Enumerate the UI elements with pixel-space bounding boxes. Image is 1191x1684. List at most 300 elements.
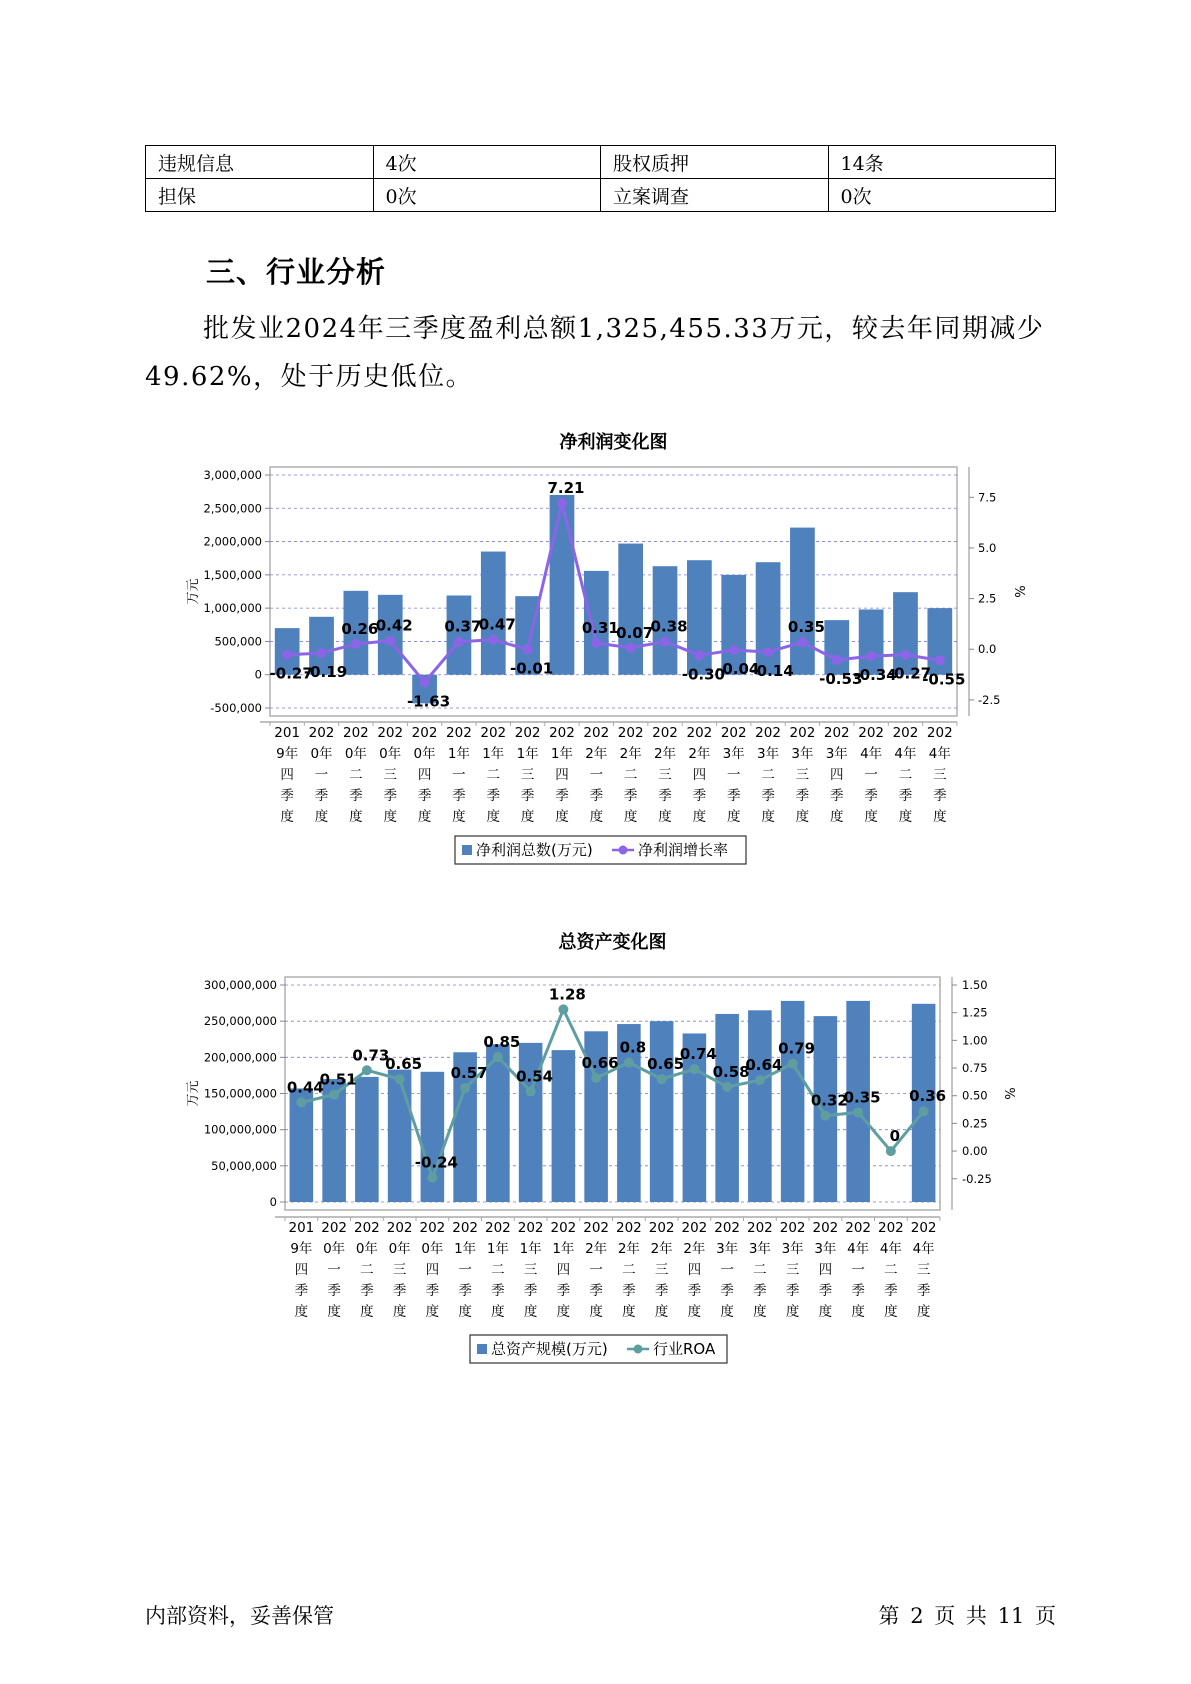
x-tick-label: 4年 [912,1241,935,1257]
line-point [557,498,567,508]
x-tick-label: 二 [486,767,501,783]
x-tick-label: 度 [687,1304,702,1320]
x-tick-label: 季 [623,788,638,804]
x-tick-label: 一 [726,767,741,783]
x-tick-label: 度 [294,1304,309,1320]
bar [550,495,575,675]
x-tick-label: 度 [864,809,878,825]
data-label: -0.24 [414,1153,458,1172]
x-tick-label: 四 [692,767,707,783]
data-label: 0.31 [581,618,619,637]
data-label: 0.38 [650,617,688,636]
x-tick-label: 二 [360,1262,374,1278]
x-tick-label: 季 [392,1283,407,1299]
x-tick-label: 度 [417,809,432,825]
data-label: -0.19 [303,663,348,682]
x-tick-label: 0年 [413,746,436,762]
x-tick-label: 度 [761,809,775,825]
data-label: -0.04 [716,660,760,679]
data-label: -1.63 [406,692,451,711]
bar [715,1014,739,1202]
x-tick-label: 1年 [447,746,470,762]
x-tick-label: 202 [617,725,644,741]
x-tick-label: 度 [392,1304,407,1320]
x-tick-label: 3年 [814,1241,837,1257]
y-tick-label: -500,000 [210,701,262,715]
x-tick-label: 3年 [781,1241,804,1257]
data-label: 7.21 [547,479,585,498]
table-cell-value: 14条 [828,146,1056,179]
x-tick-label: 度 [314,809,329,825]
legend-label-line: 净利润增长率 [638,841,729,859]
x-tick-label: 季 [491,1283,505,1299]
x-tick-label: 季 [452,788,466,804]
line-point [886,1146,896,1156]
x-tick-label: 季 [458,1283,472,1299]
x-tick-label: 202 [789,725,816,741]
x-tick-label: 4年 [894,746,917,762]
x-tick-label: 9年 [290,1241,313,1257]
data-label: -0.55 [922,670,966,689]
y2-tick-label: 0.50 [962,1088,988,1103]
line-point [526,1086,536,1096]
line-point [317,648,327,658]
y2-tick-label: 7.5 [978,490,997,505]
x-tick-label: 一 [458,1262,472,1278]
x-tick-label: 202 [446,725,472,741]
x-tick-label: 一 [452,767,466,783]
data-label: -0.27 [887,664,932,683]
line-point [820,1111,830,1121]
data-label: -0.53 [819,669,863,688]
x-tick-label: 季 [556,1283,571,1299]
x-tick-label: 四 [555,767,569,783]
y2-tick-label: 1.50 [962,978,988,992]
x-tick-label: 季 [425,1283,440,1299]
line-point [493,1052,503,1062]
x-tick-label: 202 [321,1220,348,1236]
data-label: -0.27 [269,664,313,683]
x-tick-label: 202 [812,1220,839,1236]
x-tick-label: 度 [360,1304,374,1320]
line-point [722,1082,732,1092]
bar [781,1001,805,1202]
legend-label-line: 行业ROA [653,1340,716,1358]
x-tick-label: 0年 [421,1241,444,1257]
data-label: 0.8 [619,1038,647,1057]
table-cell-label: 立案调查 [601,179,829,212]
x-tick-label: 度 [818,1304,833,1320]
x-tick-label: 二 [884,1262,898,1278]
bar [790,528,815,675]
x-tick-label: 202 [550,1220,577,1236]
x-tick-label: 度 [898,809,913,825]
x-tick-label: 202 [514,725,541,741]
x-tick-label: 1年 [519,1241,542,1257]
x-tick-label: 202 [858,725,885,741]
y-tick-label: 0 [254,667,262,682]
x-tick-label: 季 [864,788,878,804]
line-point [591,638,601,648]
line-point [626,643,636,653]
x-tick-label: 202 [892,725,919,741]
x-tick-label: 一 [864,767,878,783]
table-cell-value: 0次 [828,179,1056,212]
x-tick-label: 三 [933,767,947,783]
line-point [454,637,464,647]
data-label: 0.58 [712,1062,750,1081]
x-tick-label: 季 [360,1283,374,1299]
y2-tick-label: 1.00 [962,1033,988,1048]
bar [893,592,918,675]
x-tick-label: 季 [916,1283,931,1299]
x-tick-label: 一 [314,767,329,783]
x-tick-label: 202 [845,1220,872,1236]
x-tick-label: 202 [377,725,404,741]
x-tick-label: 二 [622,1262,636,1278]
y2-tick-label: 0.00 [962,1144,988,1159]
x-tick-label: 季 [658,788,672,804]
data-label: 0.47 [478,615,516,634]
line-point [797,637,807,647]
x-tick-label: 度 [556,1304,571,1320]
x-tick-label: 三 [392,1262,407,1278]
x-tick-label: 三 [523,1262,538,1278]
bar [486,1044,510,1202]
x-tick-label: 季 [555,788,569,804]
data-label: 0.66 [581,1054,619,1072]
data-label: -0.34 [853,666,897,685]
x-tick-label: 202 [910,1220,937,1236]
x-tick-label: 季 [520,788,535,804]
x-tick-label: 度 [654,1304,669,1320]
data-label: 0.26 [341,619,379,638]
line-point [729,645,739,655]
x-tick-label: 201 [274,725,301,741]
line-point [788,1059,798,1069]
line-point [460,1083,470,1093]
x-tick-label: 三 [795,767,810,783]
x-tick-label: 季 [830,788,844,804]
x-tick-label: 202 [652,725,678,741]
data-label: 0.35 [843,1088,881,1107]
data-label: 1.28 [548,985,586,1004]
data-label: 0.57 [450,1063,488,1082]
risk-info-table [145,145,1056,212]
y-tick-label: 3,000,000 [203,468,262,482]
table-cell-label: 违规信息 [146,146,374,179]
x-tick-label: 四 [830,767,844,783]
x-tick-label: 二 [349,767,363,783]
x-tick-label: 4年 [847,1241,870,1257]
bar [859,609,884,674]
line-point [832,655,842,665]
x-tick-label: 度 [383,809,397,825]
line-point [427,1173,437,1183]
x-tick-label: 季 [383,788,397,804]
bar [481,552,506,675]
x-tick-label: 0年 [323,1241,346,1257]
x-tick-label: 度 [785,1304,800,1320]
x-tick-label: 三 [520,767,535,783]
legend-swatch-bar [462,845,472,855]
x-tick-label: 度 [753,1304,767,1320]
x-tick-label: 202 [926,725,953,741]
line-point [420,677,430,687]
x-tick-label: 三 [916,1262,931,1278]
data-label: 0.64 [745,1056,783,1075]
x-tick-label: 度 [589,1304,603,1320]
x-tick-label: 四 [280,767,294,783]
x-tick-label: 季 [785,1283,800,1299]
line-point [900,650,910,660]
x-tick-label: 季 [692,788,707,804]
x-tick-label: 度 [425,1304,440,1320]
x-tick-label: 201 [288,1220,315,1236]
x-tick-label: 季 [851,1283,865,1299]
x-tick-label: 四 [294,1262,309,1278]
bar [355,1077,379,1202]
x-tick-label: 2年 [585,746,608,762]
x-tick-label: 度 [349,809,363,825]
line-point [919,1106,929,1116]
data-label: 0.85 [483,1032,521,1051]
x-tick-label: 季 [720,1283,734,1299]
y-tick-label: 100,000,000 [203,1122,277,1137]
data-label: 0.73 [352,1046,390,1065]
x-tick-label: 3年 [716,1241,739,1257]
x-tick-label: 度 [589,809,604,825]
x-tick-label: 季 [818,1283,833,1299]
x-tick-label: 四 [425,1262,440,1278]
x-tick-label: 2年 [617,1241,640,1257]
y2-tick-label: 5.0 [978,540,997,555]
x-tick-label: 度 [623,809,638,825]
x-tick-label: 3年 [757,746,780,762]
x-tick-label: 0年 [344,746,367,762]
y-tick-label: 1,000,000 [203,601,262,616]
data-label: 0.07 [616,623,654,642]
x-tick-label: 一 [851,1262,865,1278]
x-tick-label: 0年 [310,746,333,762]
line-point [755,1075,765,1085]
x-tick-label: 四 [556,1262,571,1278]
x-tick-label: 202 [714,1220,741,1236]
x-tick-label: 季 [753,1283,767,1299]
x-tick-label: 度 [720,1304,734,1320]
x-tick-label: 季 [654,1283,669,1299]
bar [378,595,403,675]
x-tick-label: 季 [795,788,810,804]
line-point [296,1097,306,1107]
x-tick-label: 202 [484,1220,511,1236]
data-label: 0.32 [810,1091,848,1110]
line-point [591,1073,601,1083]
x-tick-label: 202 [419,1220,446,1236]
x-tick-label: 度 [622,1304,636,1320]
x-tick-label: 季 [417,788,432,804]
x-tick-label: 1年 [482,746,505,762]
x-tick-label: 3年 [722,746,745,762]
chart-title: 净利润变化图 [559,432,668,453]
x-tick-label: 度 [452,809,466,825]
line-point [488,635,498,645]
chart-title: 总资产变化图 [558,932,667,953]
y-axis-label: 万元 [186,1080,201,1107]
x-tick-label: 季 [486,788,501,804]
y2-tick-label: 0.75 [962,1061,988,1076]
x-tick-label: 202 [353,1220,380,1236]
x-tick-label: 季 [898,788,913,804]
x-tick-label: 202 [549,725,575,741]
x-tick-label: 季 [933,788,947,804]
y-tick-label: 2,500,000 [203,501,262,516]
bar [618,544,643,675]
data-label: 0.54 [516,1067,554,1086]
x-tick-label: 度 [280,809,294,825]
x-tick-label: 度 [491,1304,505,1320]
x-tick-label: 一 [589,1262,603,1278]
legend-swatch-point [619,846,628,855]
data-label: -0.14 [750,662,794,681]
x-tick-label: 9年 [276,746,299,762]
x-tick-label: 4年 [928,746,951,762]
y2-axis-label: % [1001,1087,1016,1100]
line-point [362,1065,372,1075]
x-tick-label: 季 [761,788,775,804]
x-tick-label: 季 [687,1283,702,1299]
x-tick-label: 202 [877,1220,904,1236]
x-tick-label: 202 [386,1220,413,1236]
x-tick-label: 季 [349,788,363,804]
bar [552,1050,576,1202]
data-label: 0 [889,1127,901,1146]
x-tick-label: 季 [622,1283,636,1299]
data-label: 0.44 [286,1078,324,1097]
x-tick-label: 2年 [650,1241,673,1257]
x-tick-label: 季 [294,1283,309,1299]
data-label: 0.51 [319,1070,357,1089]
line-point [657,1074,667,1084]
data-label: 0.79 [778,1039,816,1058]
y-axis-label: 万元 [186,578,201,605]
x-tick-label: 0年 [379,746,402,762]
x-tick-label: 度 [830,809,844,825]
line-point [694,650,704,660]
data-label: 0.65 [385,1055,423,1074]
data-label: 0.35 [787,618,825,637]
line-point [523,644,533,654]
x-tick-label: 四 [687,1262,702,1278]
x-tick-label: 季 [327,1283,341,1299]
x-tick-label: 度 [795,809,810,825]
x-tick-label: 季 [523,1283,538,1299]
x-tick-label: 202 [648,1220,675,1236]
x-tick-label: 度 [486,809,501,825]
legend-swatch-point [634,1345,643,1354]
table-cell-label: 担保 [146,179,374,212]
x-tick-label: 度 [851,1304,865,1320]
data-label: 0.42 [375,616,413,635]
line-point [866,651,876,661]
legend-swatch-bar [477,1344,487,1354]
x-tick-label: 202 [720,725,747,741]
total-assets-chart [0,925,1191,1365]
y-tick-label: 250,000,000 [203,1014,277,1029]
line-point [935,655,945,665]
x-tick-label: 度 [327,1304,341,1320]
x-tick-label: 202 [342,725,369,741]
x-tick-label: 二 [898,767,913,783]
line-point [853,1107,863,1117]
x-tick-label: 度 [726,809,741,825]
data-label: -0.01 [510,659,554,678]
x-tick-label: 202 [583,1220,610,1236]
x-tick-label: 1年 [454,1241,477,1257]
x-tick-label: 4年 [879,1241,902,1257]
x-tick-label: 度 [523,1304,538,1320]
y-tick-label: 150,000,000 [203,1086,277,1101]
x-tick-label: 3年 [748,1241,771,1257]
x-tick-label: 2年 [585,1241,608,1257]
line-point [329,1090,339,1100]
x-tick-label: 三 [658,767,672,783]
x-tick-label: 202 [755,725,781,741]
table-row [146,146,1056,179]
x-tick-label: 202 [452,1220,479,1236]
line-point [282,650,292,660]
x-tick-label: 1年 [516,746,539,762]
analysis-paragraph: 批发业2024年三季度盈利总额1,325,455.33万元，较去年同期减少49.62%，处于历史低位。 [145,314,1045,392]
data-label: -0.30 [681,665,725,684]
y-tick-label: 1,500,000 [203,567,262,582]
bar [748,1010,772,1202]
x-tick-label: 202 [517,1220,544,1236]
y2-tick-label: 0.0 [978,642,997,657]
bar [650,1021,674,1202]
line-point [395,1074,405,1084]
x-tick-label: 1年 [552,1241,575,1257]
x-tick-label: 四 [417,767,432,783]
line-point [351,639,361,649]
x-tick-label: 一 [589,767,604,783]
x-tick-label: 202 [583,725,610,741]
x-tick-label: 季 [314,788,329,804]
y-tick-label: 2,000,000 [203,534,262,549]
legend-label-bar: 净利润总数(万元) [476,841,593,859]
line-point [689,1064,699,1074]
x-tick-label: 0年 [355,1241,378,1257]
x-tick-label: 202 [823,725,850,741]
x-tick-label: 二 [753,1262,767,1278]
data-label: 0.36 [909,1087,947,1106]
x-tick-label: 202 [615,1220,642,1236]
x-tick-label: 202 [308,725,335,741]
legend-label-bar: 总资产规模(万元) [491,1340,608,1358]
x-tick-label: 季 [589,788,604,804]
y2-tick-label: 2.5 [978,591,997,606]
y2-axis-label: % [1011,585,1026,598]
x-tick-label: 度 [884,1304,898,1320]
x-tick-label: 202 [779,1220,806,1236]
line-point [624,1058,634,1068]
x-tick-label: 季 [589,1283,603,1299]
x-tick-label: 三 [785,1262,800,1278]
footer-confidential: 内部资料，妥善保管 [145,1604,334,1628]
line-point [558,1004,568,1014]
y2-tick-label: -2.5 [978,692,1001,707]
x-tick-label: 3年 [791,746,814,762]
